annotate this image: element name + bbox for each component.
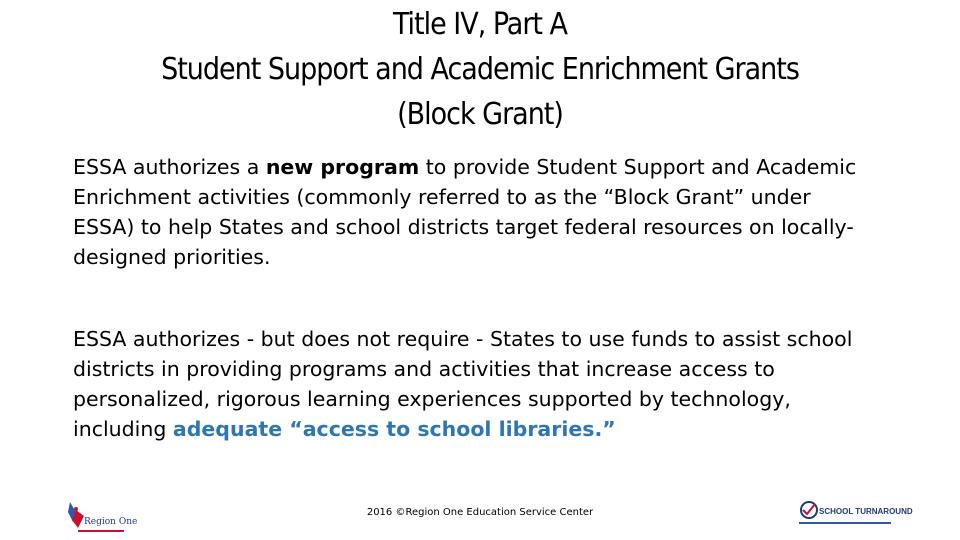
school-turnaround-logo <box>797 500 913 530</box>
paragraph-1-rest: to provide Student Support and Academic Enrichment activities (commonly referred to as the “Block Grant” under ESSA) to help States and school districts target federal resources on locally-designed priorities. <box>73 155 857 269</box>
paragraph-1-intro: ESSA authorizes a <box>73 155 266 179</box>
paragraph-new-program <box>73 152 863 272</box>
school-turnaround-logo-text: SCHOOL TURNAROUND <box>819 507 913 516</box>
new-program-emphasis: new program <box>265 155 420 179</box>
title-line-2: Student Support and Academic Enrichment Grants <box>161 52 799 87</box>
paragraph-school-libraries <box>73 324 863 444</box>
title-line-1: Title IV, Part A <box>392 7 568 42</box>
slide-title <box>40 2 920 137</box>
region-one-logo <box>64 498 138 538</box>
footer-copyright: 2016 ©Region One Education Service Center <box>366 507 594 518</box>
school-libraries-highlight: adequate “access to school libraries.” <box>172 417 616 441</box>
title-line-3: (Block Grant) <box>397 97 563 132</box>
paragraph-2-text: ESSA authorizes - but does not require - States to use funds to assist school districts in providing programs and activities that increase access to personalized, rigorous learning experiences supported by technology, including <box>73 327 853 441</box>
region-one-logo-text: Region One <box>84 517 138 527</box>
